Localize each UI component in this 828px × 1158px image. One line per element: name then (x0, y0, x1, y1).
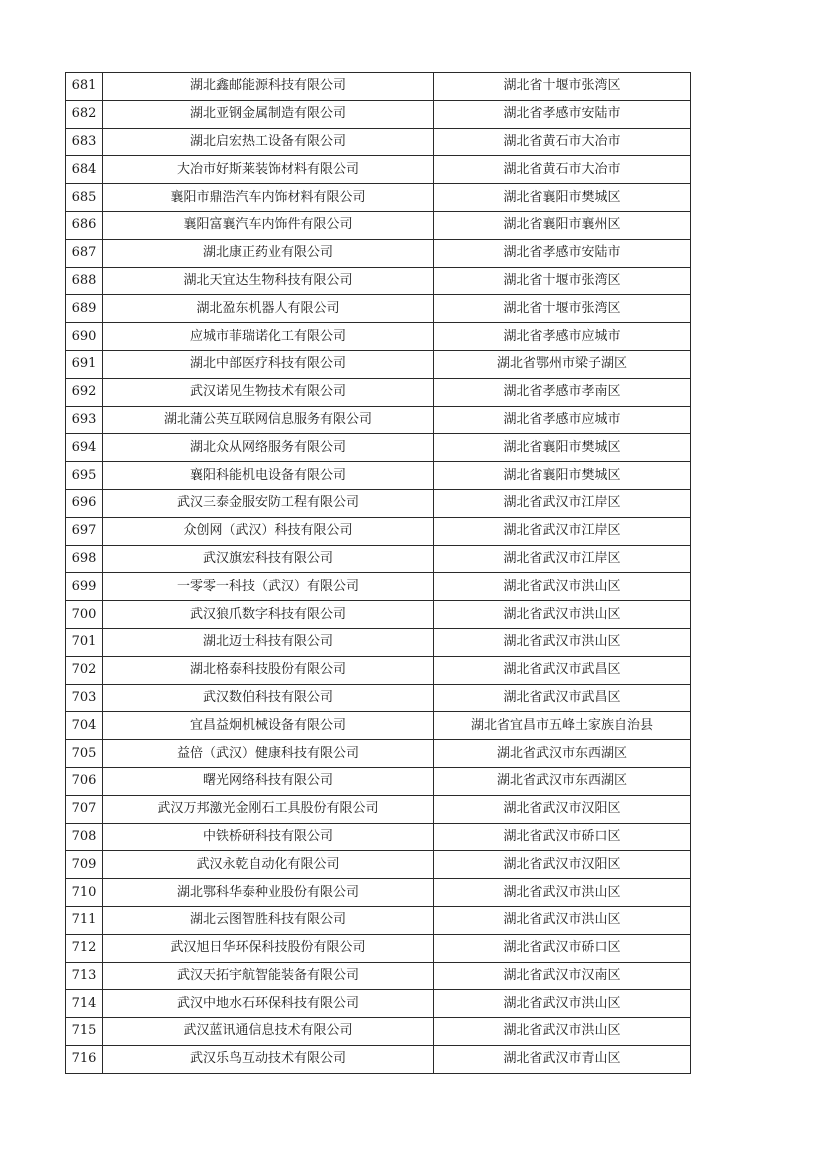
company-name-cell: 中铁桥研科技有限公司 (103, 823, 434, 851)
row-number-cell: 708 (66, 823, 103, 851)
table-row (66, 1018, 691, 1046)
table-row (66, 239, 691, 267)
region-cell: 湖北省武汉市武昌区 (434, 684, 691, 712)
region-cell: 湖北省武汉市汉阳区 (434, 795, 691, 823)
row-number-cell: 705 (66, 740, 103, 768)
row-number-cell: 683 (66, 128, 103, 156)
region-cell: 湖北省武汉市东西湖区 (434, 740, 691, 768)
region-cell: 湖北省武汉市江岸区 (434, 489, 691, 517)
region-cell: 湖北省武汉市青山区 (434, 1045, 691, 1073)
row-number-cell: 694 (66, 434, 103, 462)
table-row (66, 628, 691, 656)
table-row (66, 601, 691, 629)
company-name-cell: 湖北启宏热工设备有限公司 (103, 128, 434, 156)
company-name-cell: 湖北云图智胜科技有限公司 (103, 906, 434, 934)
table-row (66, 517, 691, 545)
region-cell: 湖北省武汉市洪山区 (434, 906, 691, 934)
company-name-cell: 湖北迈士科技有限公司 (103, 628, 434, 656)
company-name-cell: 武汉万邦激光金刚石工具股份有限公司 (103, 795, 434, 823)
row-number-cell: 693 (66, 406, 103, 434)
region-cell: 湖北省孝感市应城市 (434, 323, 691, 351)
table-row (66, 767, 691, 795)
company-list-table (65, 72, 691, 1074)
region-cell: 湖北省武汉市洪山区 (434, 601, 691, 629)
company-name-cell: 襄阳市鼎浩汽车内饰材料有限公司 (103, 184, 434, 212)
table-row (66, 962, 691, 990)
table-row (66, 712, 691, 740)
region-cell: 湖北省孝感市安陆市 (434, 100, 691, 128)
row-number-cell: 715 (66, 1018, 103, 1046)
region-cell: 湖北省襄阳市襄州区 (434, 211, 691, 239)
row-number-cell: 707 (66, 795, 103, 823)
row-number-cell: 682 (66, 100, 103, 128)
table-row (66, 156, 691, 184)
table-row (66, 740, 691, 768)
region-cell: 湖北省武汉市汉南区 (434, 962, 691, 990)
row-number-cell: 699 (66, 573, 103, 601)
row-number-cell: 702 (66, 656, 103, 684)
company-name-cell: 一零零一科技（武汉）有限公司 (103, 573, 434, 601)
row-number-cell: 706 (66, 767, 103, 795)
row-number-cell: 689 (66, 295, 103, 323)
company-name-cell: 益倍（武汉）健康科技有限公司 (103, 740, 434, 768)
region-cell: 湖北省十堰市张湾区 (434, 73, 691, 101)
company-name-cell: 湖北众从网络服务有限公司 (103, 434, 434, 462)
table-row (66, 656, 691, 684)
company-name-cell: 湖北鄂科华泰种业股份有限公司 (103, 879, 434, 907)
company-name-cell: 武汉永乾自动化有限公司 (103, 851, 434, 879)
region-cell: 湖北省十堰市张湾区 (434, 267, 691, 295)
table-row (66, 462, 691, 490)
table-row (66, 906, 691, 934)
company-name-cell: 武汉诺见生物技术有限公司 (103, 378, 434, 406)
table-row (66, 879, 691, 907)
table-row (66, 378, 691, 406)
row-number-cell: 685 (66, 184, 103, 212)
region-cell: 湖北省黄石市大冶市 (434, 156, 691, 184)
table-row (66, 184, 691, 212)
company-name-cell: 湖北中部医疗科技有限公司 (103, 350, 434, 378)
region-cell: 湖北省武汉市洪山区 (434, 573, 691, 601)
company-name-cell: 应城市菲瑞诺化工有限公司 (103, 323, 434, 351)
region-cell: 湖北省孝感市孝南区 (434, 378, 691, 406)
region-cell: 湖北省武汉市江岸区 (434, 545, 691, 573)
region-cell: 湖北省襄阳市樊城区 (434, 462, 691, 490)
company-name-cell: 武汉乐鸟互动技术有限公司 (103, 1045, 434, 1073)
row-number-cell: 703 (66, 684, 103, 712)
row-number-cell: 701 (66, 628, 103, 656)
company-name-cell: 武汉旗宏科技有限公司 (103, 545, 434, 573)
region-cell: 湖北省武汉市洪山区 (434, 628, 691, 656)
region-cell: 湖北省武汉市洪山区 (434, 990, 691, 1018)
table-row (66, 823, 691, 851)
table-row (66, 267, 691, 295)
table-row (66, 406, 691, 434)
row-number-cell: 712 (66, 934, 103, 962)
table-row (66, 73, 691, 101)
row-number-cell: 692 (66, 378, 103, 406)
region-cell: 湖北省孝感市安陆市 (434, 239, 691, 267)
company-name-cell: 湖北盈东机器人有限公司 (103, 295, 434, 323)
table-row (66, 295, 691, 323)
region-cell: 湖北省武汉市武昌区 (434, 656, 691, 684)
row-number-cell: 696 (66, 489, 103, 517)
table-row (66, 573, 691, 601)
company-name-cell: 曙光网络科技有限公司 (103, 767, 434, 795)
row-number-cell: 684 (66, 156, 103, 184)
region-cell: 湖北省孝感市应城市 (434, 406, 691, 434)
table-row (66, 1045, 691, 1073)
company-name-cell: 武汉三泰金服安防工程有限公司 (103, 489, 434, 517)
table-row (66, 350, 691, 378)
company-name-cell: 武汉狼爪数字科技有限公司 (103, 601, 434, 629)
row-number-cell: 688 (66, 267, 103, 295)
company-name-cell: 武汉旭日华环保科技股份有限公司 (103, 934, 434, 962)
region-cell: 湖北省武汉市汉阳区 (434, 851, 691, 879)
region-cell: 湖北省十堰市张湾区 (434, 295, 691, 323)
region-cell: 湖北省武汉市洪山区 (434, 879, 691, 907)
row-number-cell: 690 (66, 323, 103, 351)
company-name-cell: 武汉中地水石环保科技有限公司 (103, 990, 434, 1018)
company-name-cell: 宜昌益炯机械设备有限公司 (103, 712, 434, 740)
table-row (66, 851, 691, 879)
company-name-cell: 武汉蓝讯通信息技术有限公司 (103, 1018, 434, 1046)
row-number-cell: 697 (66, 517, 103, 545)
region-cell: 湖北省武汉市江岸区 (434, 517, 691, 545)
company-name-cell: 武汉数伯科技有限公司 (103, 684, 434, 712)
company-name-cell: 襄阳富襄汽车内饰件有限公司 (103, 211, 434, 239)
row-number-cell: 709 (66, 851, 103, 879)
table-row (66, 128, 691, 156)
row-number-cell: 711 (66, 906, 103, 934)
company-name-cell: 大冶市好斯莱装饰材料有限公司 (103, 156, 434, 184)
company-name-cell: 湖北格泰科技股份有限公司 (103, 656, 434, 684)
row-number-cell: 687 (66, 239, 103, 267)
region-cell: 湖北省襄阳市樊城区 (434, 434, 691, 462)
table-row (66, 323, 691, 351)
row-number-cell: 691 (66, 350, 103, 378)
region-cell: 湖北省鄂州市梁子湖区 (434, 350, 691, 378)
row-number-cell: 698 (66, 545, 103, 573)
row-number-cell: 716 (66, 1045, 103, 1073)
row-number-cell: 710 (66, 879, 103, 907)
company-name-cell: 湖北亚钢金属制造有限公司 (103, 100, 434, 128)
region-cell: 湖北省黄石市大冶市 (434, 128, 691, 156)
table-row (66, 100, 691, 128)
region-cell: 湖北省武汉市硚口区 (434, 823, 691, 851)
table-row (66, 489, 691, 517)
row-number-cell: 714 (66, 990, 103, 1018)
row-number-cell: 681 (66, 73, 103, 101)
company-name-cell: 襄阳科能机电设备有限公司 (103, 462, 434, 490)
table-body (66, 73, 691, 1074)
table-row (66, 795, 691, 823)
region-cell: 湖北省武汉市硚口区 (434, 934, 691, 962)
company-name-cell: 湖北天宜达生物科技有限公司 (103, 267, 434, 295)
company-name-cell: 众创网（武汉）科技有限公司 (103, 517, 434, 545)
row-number-cell: 686 (66, 211, 103, 239)
row-number-cell: 695 (66, 462, 103, 490)
table-row (66, 934, 691, 962)
row-number-cell: 713 (66, 962, 103, 990)
region-cell: 湖北省武汉市东西湖区 (434, 767, 691, 795)
region-cell: 湖北省武汉市洪山区 (434, 1018, 691, 1046)
region-cell: 湖北省襄阳市樊城区 (434, 184, 691, 212)
company-name-cell: 湖北鑫邮能源科技有限公司 (103, 73, 434, 101)
region-cell: 湖北省宜昌市五峰土家族自治县 (434, 712, 691, 740)
company-name-cell: 湖北蒲公英互联网信息服务有限公司 (103, 406, 434, 434)
company-name-cell: 湖北康正药业有限公司 (103, 239, 434, 267)
row-number-cell: 700 (66, 601, 103, 629)
row-number-cell: 704 (66, 712, 103, 740)
table-row (66, 545, 691, 573)
table-row (66, 684, 691, 712)
company-name-cell: 武汉天拓宇航智能装备有限公司 (103, 962, 434, 990)
table-row (66, 211, 691, 239)
table-row (66, 990, 691, 1018)
table-row (66, 434, 691, 462)
